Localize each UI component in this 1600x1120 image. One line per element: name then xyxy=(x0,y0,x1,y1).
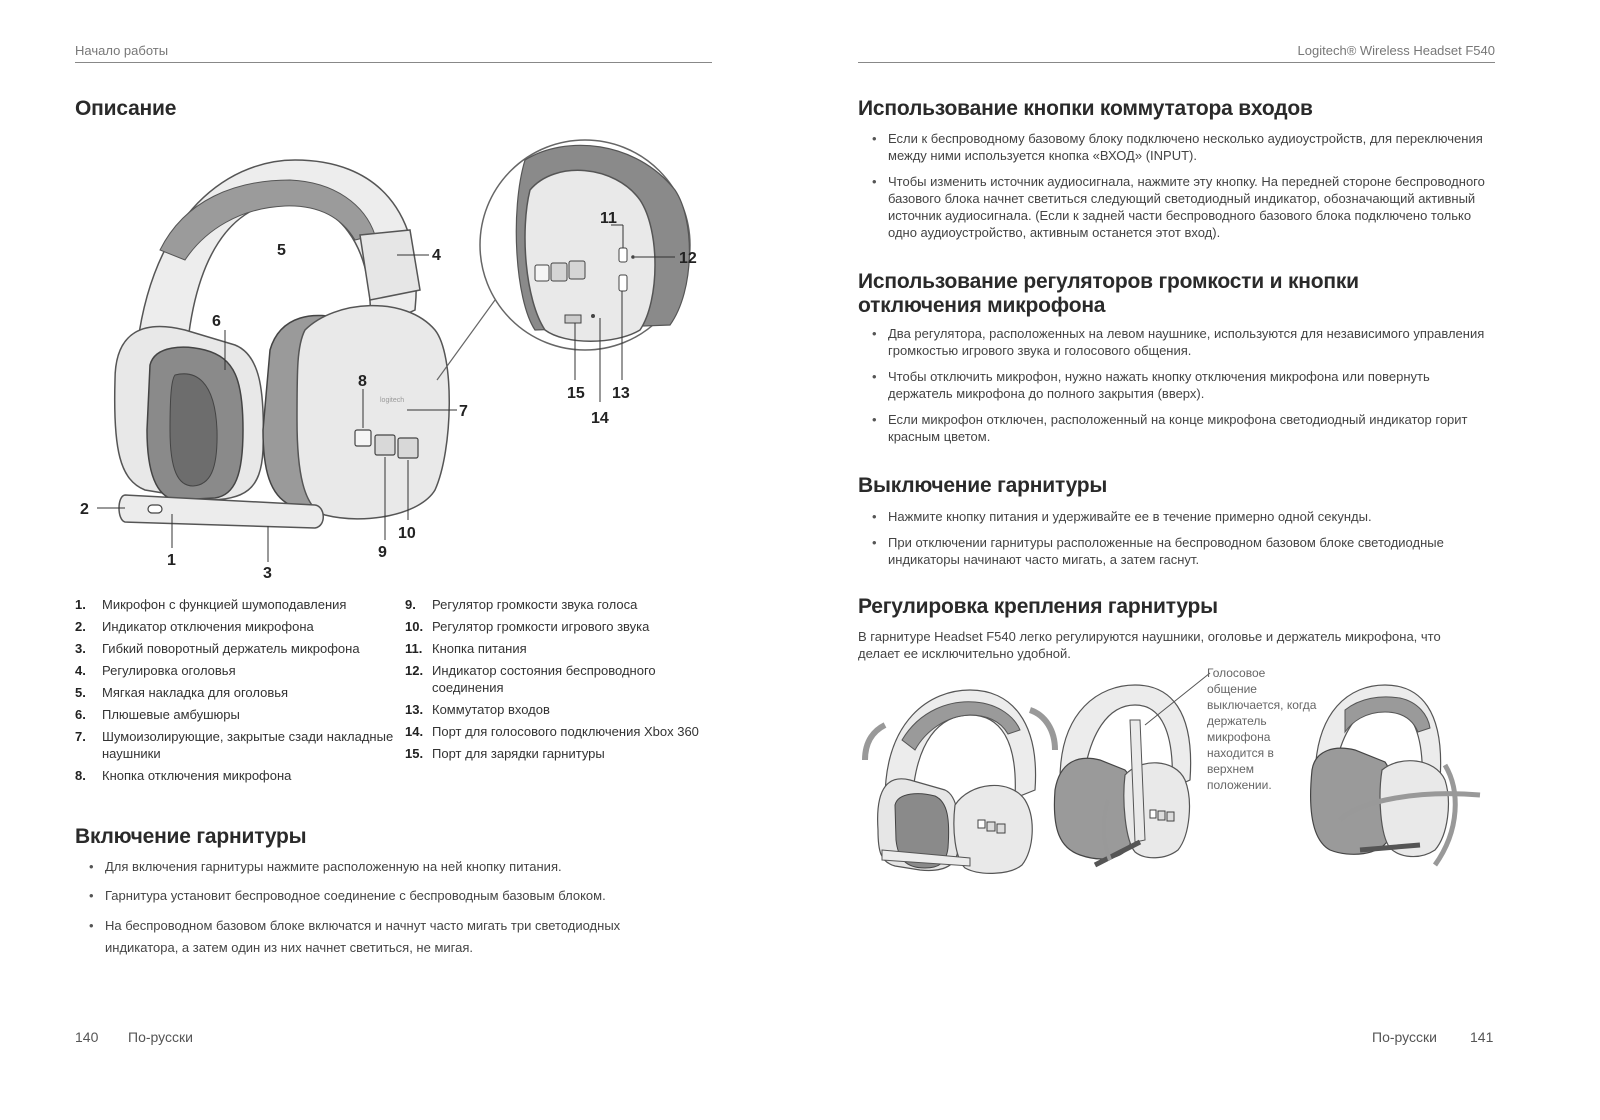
svg-text:logitech: logitech xyxy=(380,397,405,404)
running-head-left: Начало работы xyxy=(75,43,169,58)
list-item: • При отключении гарнитуры расположенные на беспроводном базовом блоке светодиодные индикаторы начинают часто мигать, а затем гаснут. xyxy=(872,534,1492,568)
callout-7: 7 xyxy=(459,403,468,420)
list-item: • Для включения гарнитуры нажмите расположенную на ней кнопку питания. xyxy=(89,857,689,877)
section-title-adjust: Регулировка крепления гарнитуры xyxy=(858,595,1218,618)
adjust-body: В гарнитуре Headset F540 легко регулируются наушники, оголовье и держатель микрофона, что делает ее исключительно удобной. xyxy=(858,629,1441,661)
mic-led-shape xyxy=(148,505,162,513)
list-item: 12. Индикатор состояния беспроводного соединения xyxy=(405,663,656,695)
list-item: • Если к беспроводному базовому блоку подключено несколько аудиоустройств, для переключения между ними используется кнопка «ВХОД» (INPUT). xyxy=(872,130,1492,164)
page-number-left: 140 xyxy=(75,1029,99,1045)
list-item: 11. Кнопка питания xyxy=(405,641,527,656)
section-title-input-switch: Использование кнопки коммутатора входов xyxy=(858,97,1313,120)
list-item: 14. Порт для голосового подключения Xbox 360 xyxy=(405,724,699,739)
list-item: 9. Регулятор громкости звука голоса xyxy=(405,597,638,612)
headband-adjuster xyxy=(360,230,420,300)
section-title-power-off: Выключение гарнитуры xyxy=(858,474,1108,497)
callout-12: 12 xyxy=(679,250,697,267)
list-item: • На беспроводном базовом блоке включатся и начнут часто мигать три светодиодных индикатора, а затем один из них начнет светиться, не мигая. xyxy=(89,915,689,959)
list-item: 13. Коммутатор входов xyxy=(405,702,550,717)
header-rule-left xyxy=(75,62,712,63)
power-on-list xyxy=(89,857,689,968)
list-item: • Если микрофон отключен, расположенный на конце микрофона светодиодный индикатор горит красным цветом. xyxy=(872,411,1492,445)
input-switch-list xyxy=(872,130,1492,250)
callout-3: 3 xyxy=(263,565,272,582)
game-volume-shape xyxy=(398,438,418,458)
mic-annotation: Голосовое общение выключается, когда держатель микрофона находится в верхнем положении. xyxy=(1207,666,1317,792)
right-page xyxy=(800,0,1600,1120)
volume-list xyxy=(872,325,1492,454)
headset-diagram xyxy=(75,130,725,590)
list-item: • Гарнитура установит беспроводное соединение с беспроводным базовым блоком. xyxy=(89,886,689,906)
headset-adjust-earcups xyxy=(865,690,1055,873)
callout-14: 14 xyxy=(591,410,609,427)
footer-language-right: По-русски xyxy=(1372,1029,1437,1045)
list-item: 10. Регулятор громкости игрового звука xyxy=(405,619,650,634)
header-rule-right xyxy=(858,62,1495,63)
list-item: • Нажмите кнопку питания и удерживайте ее в течение примерно одной секунды. xyxy=(872,508,1492,525)
section-title-volume: Использование регуляторов громкости и кнопки отключения микрофона xyxy=(858,270,1359,317)
list-item: 15. Порт для зарядки гарнитуры xyxy=(405,746,605,761)
running-head-right: Logitech® Wireless Headset F540 xyxy=(1297,43,1495,58)
list-item: 4. Регулировка оголовья xyxy=(75,663,236,678)
adjustment-illustrations xyxy=(860,670,1500,880)
callout-1: 1 xyxy=(167,552,176,569)
list-item: 2. Индикатор отключения микрофона xyxy=(75,619,314,634)
callout-9: 9 xyxy=(378,544,387,561)
list-item: • Чтобы изменить источник аудиосигнала, нажмите эту кнопку. На передней стороне беспроводного базового блока начнет светиться следующий светодиодный индикатор, обозначающий активный источник аудиосигнала. (Если к задней части беспроводного базового блока подключено только одно аудиоустройство, активным останется этот вход). xyxy=(872,173,1492,241)
list-item: 1. Микрофон с функцией шумоподавления xyxy=(75,597,347,612)
headset-adjust-rotate xyxy=(1311,685,1480,865)
list-item: 7. Шумоизолирующие, закрытые сзади накладные наушники xyxy=(75,729,394,761)
list-item: 8. Кнопка отключения микрофона xyxy=(75,768,292,783)
footer-language-left: По-русски xyxy=(128,1029,193,1045)
mute-button-shape xyxy=(355,430,371,446)
callout-15: 15 xyxy=(567,385,585,402)
callout-10: 10 xyxy=(398,525,416,542)
parts-list-col2 xyxy=(405,596,705,767)
callout-2: 2 xyxy=(80,501,89,518)
callout-13: 13 xyxy=(612,385,630,402)
list-item: 3. Гибкий поворотный держатель микрофона xyxy=(75,641,360,656)
callout-11: 11 xyxy=(600,210,617,227)
list-item: 6. Плюшевые амбушюры xyxy=(75,707,240,722)
page-number-right: 141 xyxy=(1470,1029,1494,1045)
callout-5: 5 xyxy=(277,242,286,259)
voice-volume-shape xyxy=(375,435,395,455)
callout-4: 4 xyxy=(432,247,441,264)
list-item: • Два регулятора, расположенных на левом наушнике, используются для независимого управления громкостью игрового звука и голосового общения. xyxy=(872,325,1492,359)
power-off-list xyxy=(872,508,1492,577)
section-title-description: Описание xyxy=(75,97,177,120)
parts-list-col1 xyxy=(75,596,395,789)
section-title-power-on: Включение гарнитуры xyxy=(75,825,307,848)
callout-8: 8 xyxy=(358,373,367,390)
callout-6: 6 xyxy=(212,313,221,330)
headset-adjust-mic xyxy=(1054,673,1210,865)
right-earcup-shell xyxy=(297,306,449,519)
list-item: • Чтобы отключить микрофон, нужно нажать кнопку отключения микрофона или повернуть держатель микрофона до полного закрытия (вверх). xyxy=(872,368,1492,402)
list-item: 5. Мягкая накладка для оголовья xyxy=(75,685,289,700)
